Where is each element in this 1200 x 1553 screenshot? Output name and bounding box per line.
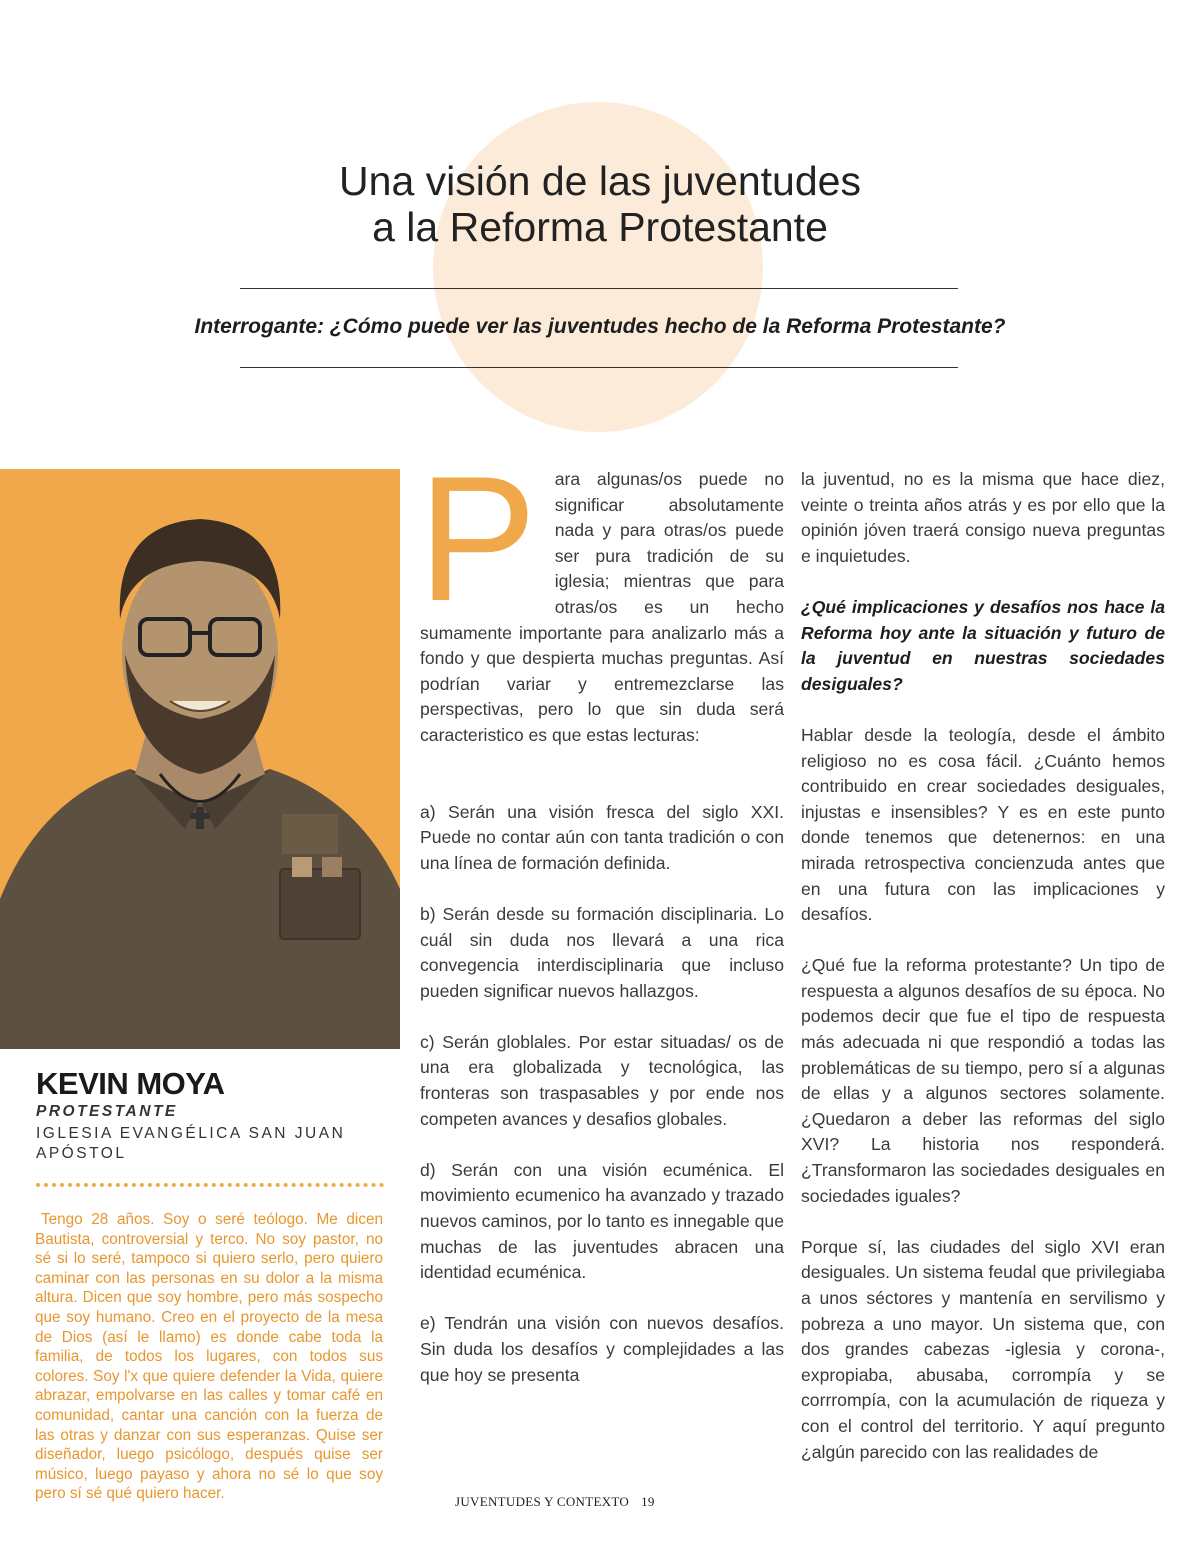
author-church: IGLESIA EVANGÉLICA SAN JUAN APÓSTOL [36, 1125, 346, 1162]
author-name: KEVIN MOYA [36, 1066, 225, 1101]
author-portrait-illustration [0, 469, 400, 1049]
paragraph-3: ¿Qué fue la reforma protestante? Un tipo de respuesta a algunos desafíos de su época. No podemos decir que fue el tipo de respuesta más adecuada ni que respondió a todas las problemáticas de su tiempo, pero sí a algunas de ellas y a algunos sectores solamente. ¿Quedaron a deber las reformas del siglo XVI? La historia nos responderá. ¿Transformaron las sociedades desiguales en sociedades iguales? [801, 955, 1165, 1206]
item-b: b) Serán desde su formación disciplinaria. Lo cuál sin duda nos llevará a una rica convegencia interdisciplinaria que incluso pueden significar nuevos hallazgos. [420, 903, 784, 1001]
title-line-1: Una visión de las juventudes [339, 158, 861, 204]
item-c: c) Serán globlales. Por estar situadas/ os de una era globalizada y tecnológica, las fronteras son traspasables y por ende nos competen avances y desafios globales. [420, 1031, 784, 1129]
subtitle-question: Interrogante: ¿Cómo puede ver las juventudes hecho de la Reforma Protestante? [194, 315, 1006, 338]
paragraph-1: la juventud, no es la misma que hace diez, veinte o treinta años atrás y es por ello que la opinión jóven traerá consigo nueva preguntas e inquietudes. [801, 469, 1165, 566]
intro-text: ara algunas/os puede no significar absolutamente nada y para otras/os puede ser pura tradición de su iglesia; mientras que para otras/os es un hecho sumamente importante para analizarlo más a fondo y que despierta muchas preguntas. Así podrían variar y entremezclarse las perspectivas, pero lo que sin duda será caracteristico es que estas lecturas: [420, 469, 784, 745]
article-column-2 [801, 467, 1165, 1465]
page-title [0, 158, 1200, 250]
decorative-circle [433, 102, 763, 432]
article-column-1 [418, 439, 784, 1388]
author-photo [0, 469, 400, 1049]
section-question: ¿Qué implicaciones y desafíos nos hace la Reforma hoy ante la situación y futuro de la juventud en nuestras sociedades desiguales? [801, 596, 1165, 694]
author-role: PROTESTANTE [36, 1103, 178, 1120]
title-line-2: a la Reforma Protestante [372, 204, 828, 250]
dotted-divider [36, 1183, 384, 1187]
bottom-divider [240, 367, 958, 368]
intro-paragraph [418, 439, 784, 749]
author-bio: Tengo 28 años. Soy o seré teólogo. Me dicen Bautista, controversial y terco. No soy pastor, no sé si lo seré, tampoco si quiero serlo, pero quiero caminar con las personas en su dolor a la misma altura. Dicen que soy hombre, pero más sospecho que soy humano. Creo en el proyecto de la mesa de Dios (así le llamo) es donde cabe toda la familia, de todos los lugares, con todos sus colores. Soy l'x que quiere defender la Vida, quiere abrazar, empolvarse en las calles y tomar café en comunidad, cantar una canción con la fuerza de las otras y danzar con sus esperanzas. Quise ser diseñador, luego psicólogo, después quise ser músico, luego payaso y ahora no sé lo que soy pero sí sé qué quiero hacer. [35, 1211, 383, 1503]
item-e: e) Tendrán una visión con nuevos desafíos. Sin duda los desafíos y complejidades a las que hoy se presenta [420, 1313, 784, 1385]
paragraph-4: Porque sí, las ciudades del siglo XVI eran desiguales. Un sistema feudal que privilegiaba a unos séctores y mantenía en servilismo y pobreza a uno mayor. Un sistema que, con dos grandes cabezas -iglesia y corona-, expropiaba, abusaba, corrompía y se corrrompía, con la acumulación de riqueza y con el control del territorio. Y aquí pregunto ¿algún parecido con las realidades de [801, 1236, 1165, 1462]
page-footer [455, 1494, 655, 1510]
drop-cap: P [418, 439, 537, 638]
top-divider [240, 288, 958, 289]
paragraph-2: Hablar desde la teología, desde el ámbito religioso no es cosa fácil. ¿Cuánto hemos contribuido en crear sociedades desiguales, injustas e insensibles? Y es en este punto donde tenemos que detenernos: en una mirada retrospectiva concienzuda antes que en una futura con las implicaciones y desafíos. [801, 724, 1165, 925]
item-a: a) Serán una visión fresca del siglo XXI. Puede no contar aún con tanta tradición o con una línea de formación definida. [420, 801, 784, 873]
page-number: 19 [641, 1494, 655, 1509]
publication-name: JUVENTUDES Y CONTEXTO [455, 1494, 630, 1509]
item-d: d) Serán con una visión ecuménica. El movimiento ecumenico ha avanzado y trazado nuevos caminos, por lo tanto es innegable que muchas de las juventudes abracen una identidad ecuménica. [420, 1159, 784, 1283]
